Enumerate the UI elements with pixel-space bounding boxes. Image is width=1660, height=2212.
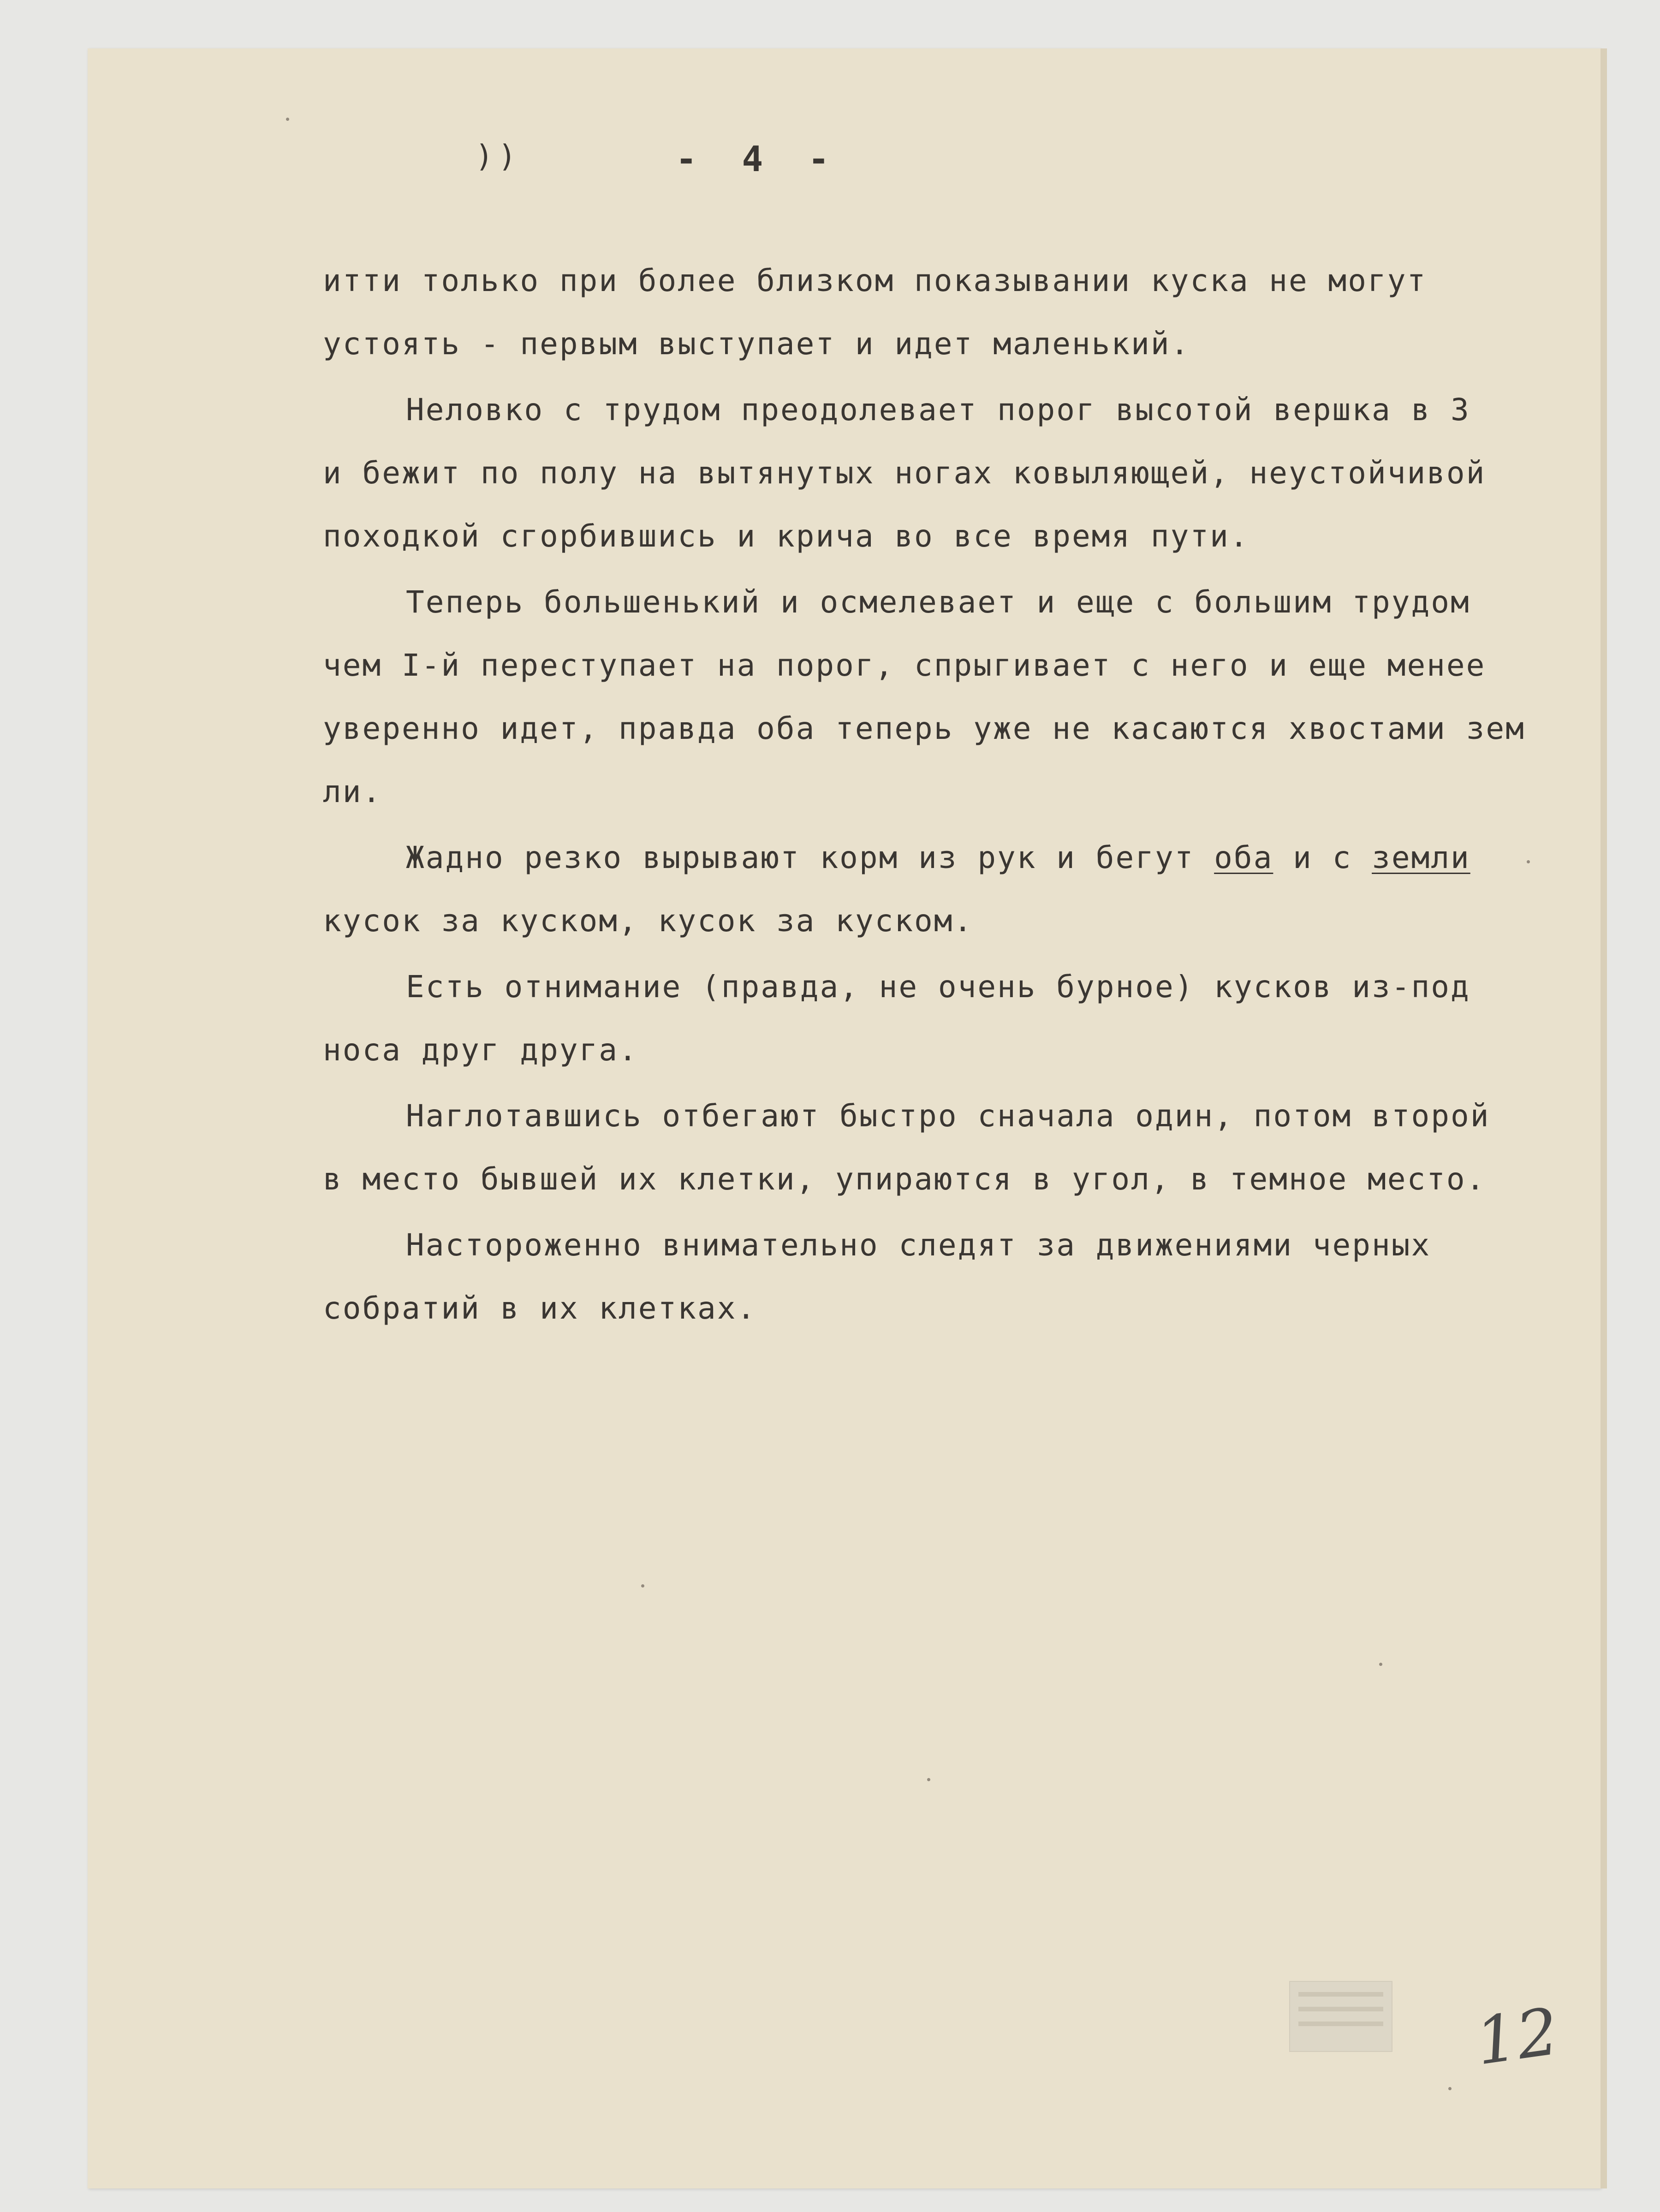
text-line: и бежит по полу на вытянутых ногах ковыляющей, неустойчивой xyxy=(323,455,1486,491)
text-line: ли. xyxy=(323,774,382,809)
text-line: Теперь большенький и осмелевает и еще с большим трудом xyxy=(406,584,1470,620)
text-line: устоять - первым выступает и идет маленький. xyxy=(323,326,1190,362)
text-line: носа друг друга. xyxy=(323,1032,638,1068)
text-line: собратий в их клетках. xyxy=(323,1290,757,1326)
text-line: уверенно идет, правда оба теперь уже не касаются хвостами зем xyxy=(323,711,1525,746)
text-line: кусок за куском, кусок за куском. xyxy=(323,903,974,939)
text-line: Есть отнимание (правда, не очень бурное) кусков из-под xyxy=(406,969,1470,1005)
archive-stamp xyxy=(1289,1981,1392,2052)
page-number: - 4 - xyxy=(676,138,841,179)
typewritten-page xyxy=(88,48,1601,2188)
paper-edge xyxy=(1601,48,1607,2188)
paper-speck xyxy=(927,1778,930,1781)
page-header xyxy=(88,125,1601,189)
underlined-word: оба xyxy=(1214,840,1273,875)
underlined-word: земли xyxy=(1372,840,1470,875)
text-line: Наглотавшись отбегают быстро сначала один, потом второй xyxy=(406,1098,1490,1134)
text-line: Настороженно внимательно следят за движениями черных xyxy=(406,1227,1431,1263)
paper-speck xyxy=(1379,1663,1382,1666)
body-text xyxy=(323,249,1577,1340)
folio-number: 12 xyxy=(1471,1994,1563,2080)
text-line: походкой сгорбившись и крича во все время пути. xyxy=(323,518,1249,554)
stamp-line xyxy=(1298,2022,1383,2026)
text-line xyxy=(323,826,1577,889)
stamp-line xyxy=(1298,2007,1383,2011)
text-line: в место бывшей их клетки, упираются в угол, в темное место. xyxy=(323,1161,1486,1197)
text-line: чем I-й переступает на порог, спрыгивает с него и еще менее xyxy=(323,648,1486,683)
paper-speck xyxy=(641,1584,644,1588)
stamp-line xyxy=(1298,1992,1383,1997)
header-mark: )) xyxy=(475,138,521,174)
text-segment: Жадно резко вырывают корм из рук и бегут xyxy=(406,840,1195,875)
text-line: итти только при более близком показывании куска не могут xyxy=(323,263,1427,298)
text-line: Неловко с трудом преодолевает порог высотой вершка в 3 xyxy=(406,392,1470,428)
paper-speck xyxy=(1527,860,1530,863)
paper-speck xyxy=(286,118,289,121)
paper-speck xyxy=(1448,2087,1452,2090)
text-segment: и с xyxy=(1293,840,1352,875)
